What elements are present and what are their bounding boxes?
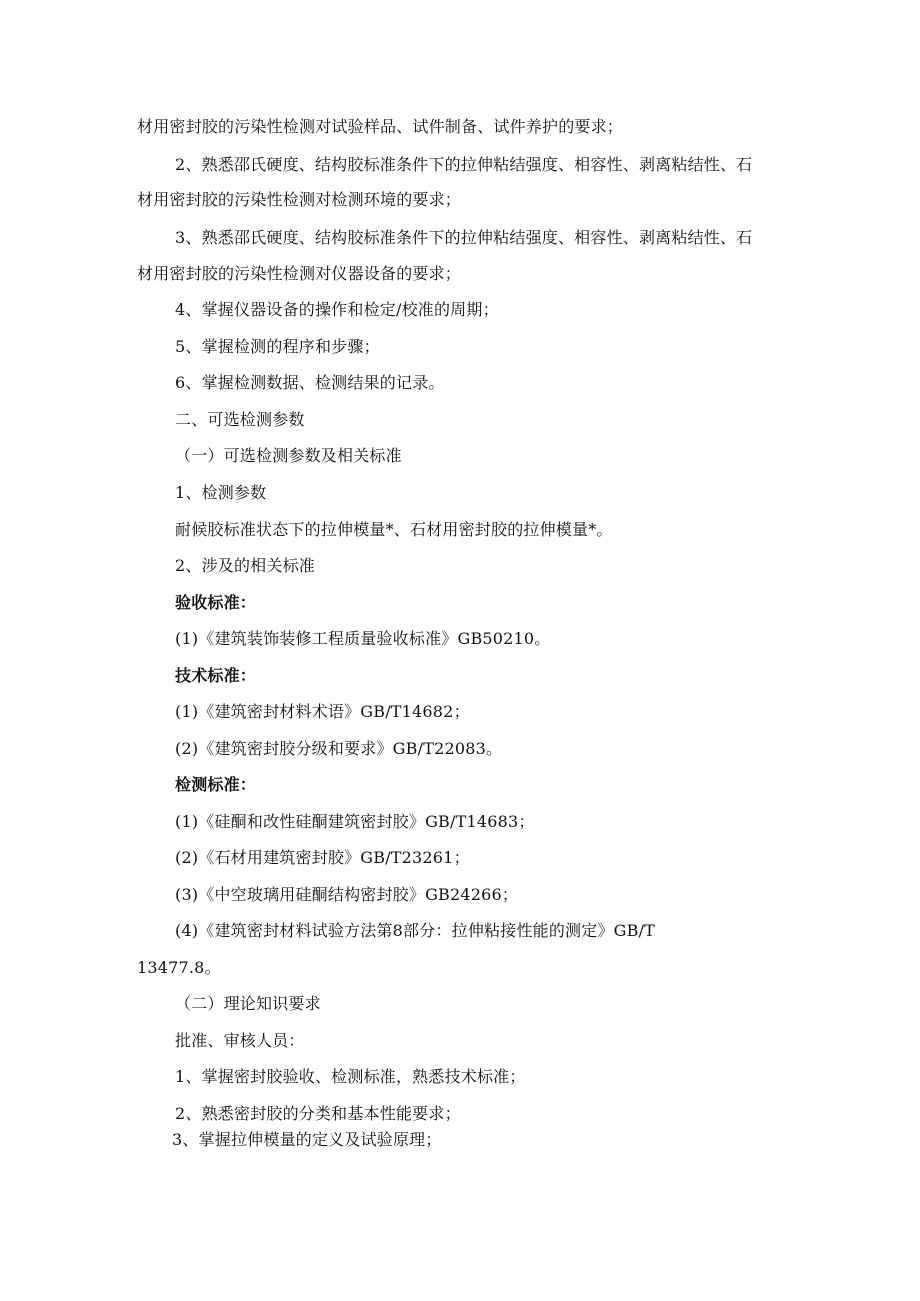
- standard-item: (2)《石材用建筑密封胶》GB/T23261；: [175, 848, 470, 867]
- testing-standards-heading: 检测标准：: [175, 775, 257, 794]
- acceptance-standards-heading: 验收标准：: [175, 593, 257, 612]
- standard-item: (2)《建筑密封胶分级和要求》GB/T22083。: [175, 739, 503, 758]
- subsection-heading: （一）可选检测参数及相关标准: [175, 446, 402, 465]
- standard-item-continuation: 13477.8。: [137, 958, 221, 977]
- text-line: 4、掌握仪器设备的操作和检定/校准的周期；: [175, 300, 499, 319]
- text-line: 1、检测参数: [175, 483, 267, 502]
- text-line: 5、掌握检测的程序和步骤；: [175, 337, 380, 356]
- text-line: 批准、审核人员：: [175, 1031, 305, 1050]
- text-line: 材用密封胶的污染性检测对仪器设备的要求；: [137, 264, 462, 283]
- text-line: 材用密封胶的污染性检测对试验样品、试件制备、试件养护的要求；: [137, 117, 624, 136]
- text-line: 2、熟悉邵氏硬度、结构胶标准条件下的拉伸粘结强度、相容性、剥离粘结性、石: [175, 155, 753, 174]
- text-line: 2、熟悉密封胶的分类和基本性能要求；: [175, 1104, 461, 1123]
- standard-item: (1)《建筑密封材料术语》GB/T14682；: [175, 702, 470, 721]
- text-line: 6、掌握检测数据、检测结果的记录。: [175, 373, 445, 392]
- text-line: 材用密封胶的污染性检测对检测环境的要求；: [137, 190, 462, 209]
- text-line: 耐候胶标准状态下的拉伸模量*、石材用密封胶的拉伸模量*。: [175, 520, 613, 539]
- text-line: 2、涉及的相关标准: [175, 556, 315, 575]
- standard-item: (3)《中空玻璃用硅酮结构密封胶》GB24266；: [175, 885, 519, 904]
- text-line: 1、掌握密封胶验收、检测标准，熟悉技术标准；: [175, 1067, 526, 1086]
- subsection-heading: （二）理论知识要求: [175, 994, 321, 1013]
- standard-item: (1)《硅酮和改性硅酮建筑密封胶》GB/T14683；: [175, 812, 535, 831]
- text-line: 3、掌握拉伸模量的定义及试验原理；: [172, 1130, 442, 1149]
- standard-item: (4)《建筑密封材料试验方法第8部分：拉伸粘接性能的测定》GB/T: [175, 921, 656, 940]
- technical-standards-heading: 技术标准：: [175, 666, 257, 685]
- standard-item: (1)《建筑装饰装修工程质量验收标准》GB50210。: [175, 629, 551, 648]
- section-heading: 二、可选检测参数: [175, 410, 305, 429]
- text-line: 3、熟悉邵氏硬度、结构胶标准条件下的拉伸粘结强度、相容性、剥离粘结性、石: [175, 228, 753, 247]
